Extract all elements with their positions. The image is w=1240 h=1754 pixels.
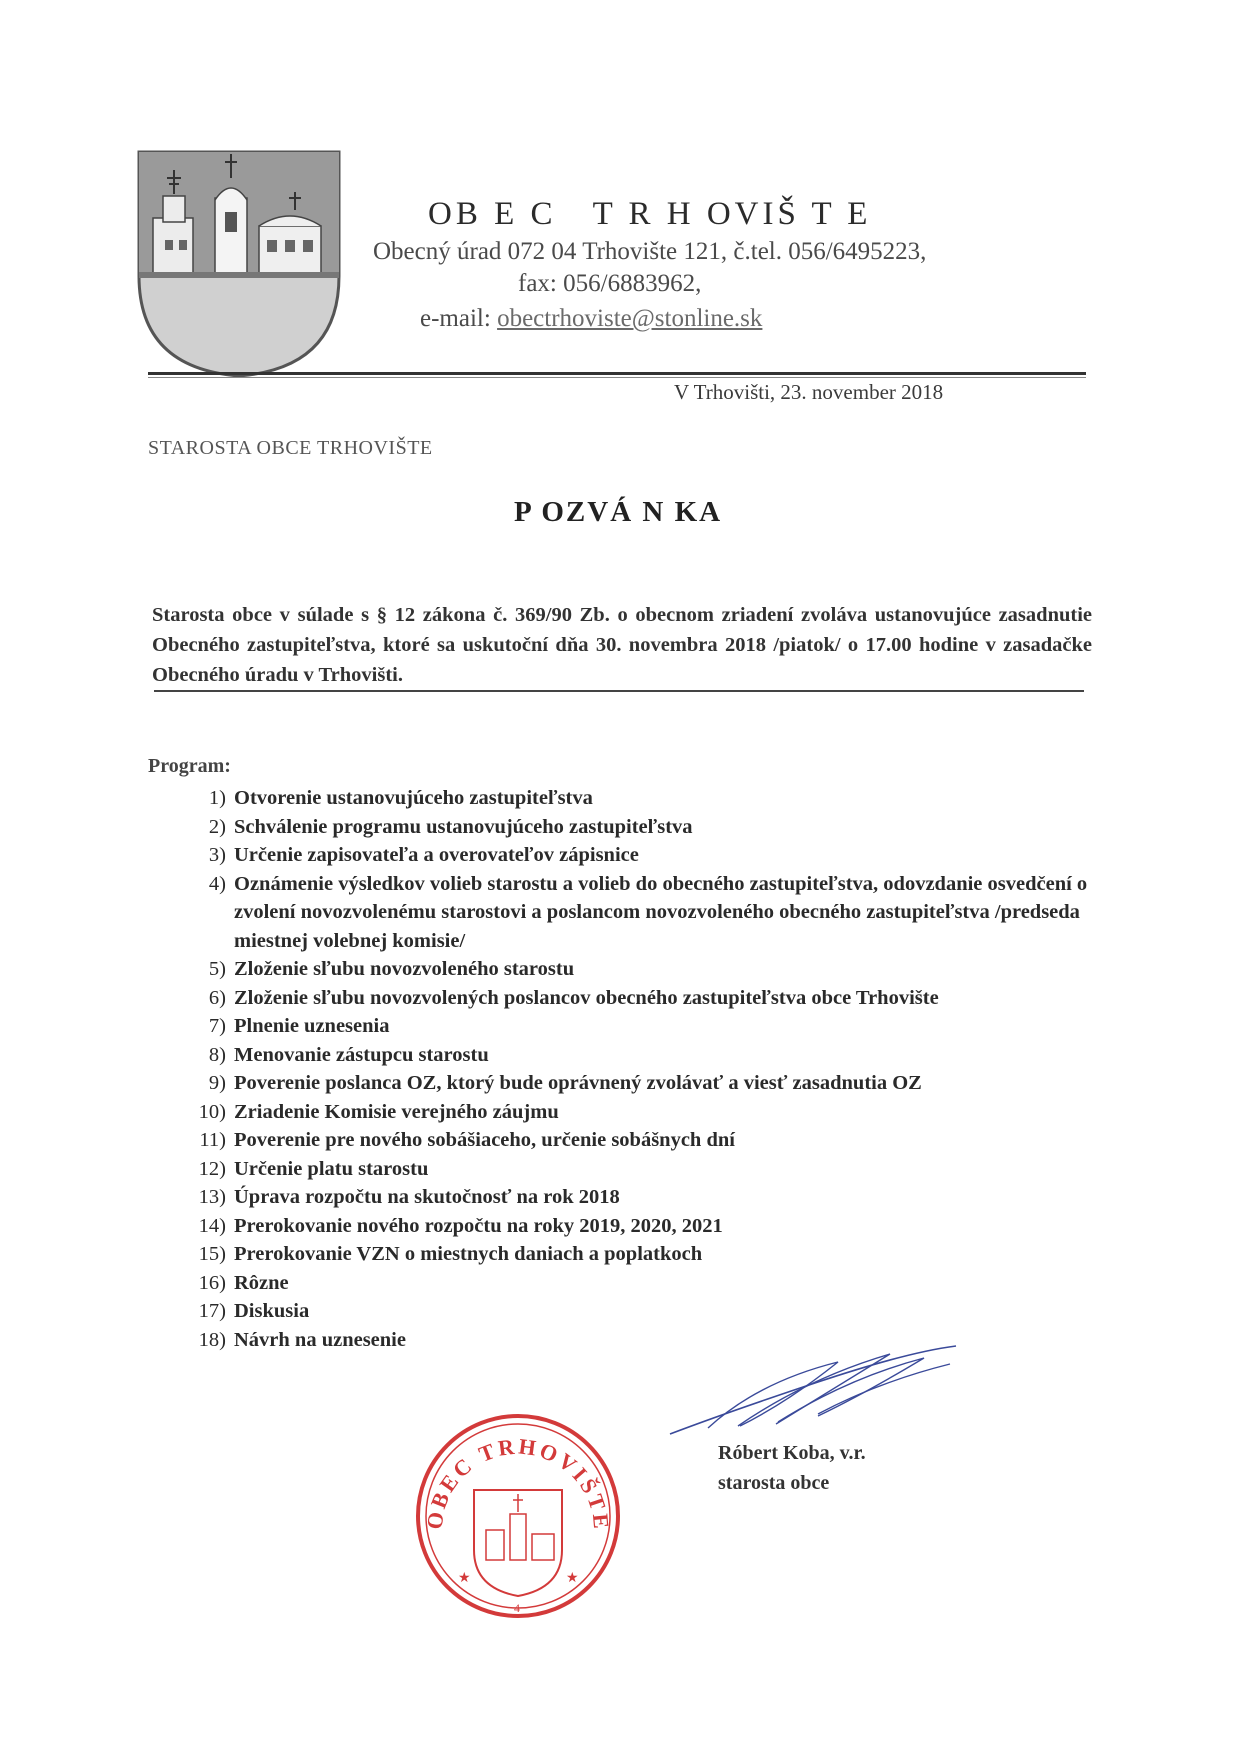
fax-number: fax: 056/6883962, — [518, 270, 702, 297]
program-item — [188, 1155, 1108, 1184]
program-item-text: Oznámenie výsledkov volieb starostu a volieb do obecného zastupiteľstva, odovzdanie osvedčení o zvolení novozvolenému starostovi a poslancom novozvoleného obecného zastupiteľstva /predseda miestnej volebnej komisie/ — [234, 872, 1088, 952]
program-item — [188, 1269, 1108, 1298]
program-item-number: 17) — [198, 1300, 226, 1322]
program-item-text: Prerokovanie VZN o miestnych daniach a poplatkoch — [234, 1243, 703, 1265]
program-item-text: Otvorenie ustanovujúceho zastupiteľstva — [234, 787, 593, 809]
program-item-number: 8) — [208, 1043, 226, 1066]
program-item — [188, 1012, 1108, 1041]
program-item-text: Určenie zapisovateľa a overovateľov zápisnice — [234, 844, 639, 866]
stamp-number: 4 — [514, 1601, 520, 1615]
program-item-number: 4) — [208, 872, 226, 895]
program-item-text: Prerokovanie nového rozpočtu na roky 2019, 2020, 2021 — [234, 1214, 723, 1237]
program-item-text: Diskusia — [234, 1300, 310, 1322]
program-item — [188, 1041, 1108, 1070]
document-title: P OZVÁ N KA — [514, 496, 723, 528]
program-item — [188, 955, 1108, 984]
program-item-text: Úprava rozpočtu na skutočnosť na rok 2018 — [234, 1186, 620, 1208]
document-date: V Trhovišti, 23. november 2018 — [674, 380, 944, 404]
program-item — [188, 1069, 1108, 1098]
program-item — [188, 1212, 1108, 1241]
coat-of-arms-icon — [135, 148, 343, 380]
program-item — [188, 984, 1108, 1013]
office-address: Obecný úrad 072 04 Trhovište 121, č.tel. 056/6495223, — [373, 238, 927, 265]
program-item-number: 14) — [198, 1214, 226, 1237]
program-item-number: 3) — [208, 844, 226, 866]
program-item — [188, 813, 1108, 842]
program-label: Program: — [148, 755, 231, 777]
program-item-number: 10) — [198, 1100, 226, 1123]
signature-icon — [668, 1342, 958, 1442]
signatory-name: Róbert Koba, v.r. — [718, 1442, 866, 1464]
sender-line: STAROSTA OBCE TRHOVIŠTE — [148, 437, 433, 459]
program-item-number: 15) — [198, 1243, 226, 1265]
email-line — [420, 305, 762, 333]
program-item — [188, 1326, 1108, 1355]
program-item — [188, 784, 1108, 813]
program-item-text: Rôzne — [234, 1271, 289, 1294]
program-item-number: 18) — [198, 1328, 226, 1351]
program-item — [188, 1240, 1108, 1269]
stamp-text: OBEC TRHOVIŠTE — [421, 1433, 615, 1533]
program-item-text: Menovanie zástupcu starostu — [234, 1043, 489, 1066]
program-item-number: 6) — [208, 986, 226, 1009]
svg-text:OBEC TRHOVIŠTE — [422, 1433, 615, 1532]
svg-text:★: ★ — [566, 1571, 579, 1586]
email-label: e-mail: — [420, 305, 498, 332]
program-item-text: Poverenie pre nového sobášiaceho, určenie sobášnych dní — [234, 1129, 735, 1151]
intro-paragraph: Starosta obce v súlade s § 12 zákona č. 369/90 Zb. o obecnom zriadení zvoláva ustanovujúce zasadnutie Obecného zastupiteľstva, ktoré sa uskutoční dňa 30. novembra 2018 /piatok/ o 17.00 hodine v zasadačke Obecného úradu v Trhovišti. — [152, 604, 1092, 686]
program-item-number: 11) — [199, 1129, 226, 1151]
program-item — [188, 1126, 1108, 1155]
program-item — [188, 870, 1108, 956]
program-item — [188, 1297, 1108, 1326]
program-item-text: Zriadenie Komisie verejného záujmu — [234, 1100, 559, 1123]
program-item-text: Poverenie poslanca OZ, ktorý bude oprávnený zvolávať a viesť zasadnutia OZ — [234, 1072, 922, 1094]
program-item — [188, 841, 1108, 870]
program-item-number: 12) — [198, 1157, 226, 1180]
municipality-title: OB E C T R H OVIŠ T E — [428, 196, 872, 232]
program-item-text: Určenie platu starostu — [234, 1157, 429, 1180]
intro-divider — [154, 690, 1084, 692]
program-item-number: 13) — [198, 1186, 226, 1208]
program-item-text: Zloženie sľubu novozvolených poslancov obecného zastupiteľstva obce Trhovište — [234, 986, 939, 1009]
program-item — [188, 1098, 1108, 1127]
program-item-number: 2) — [208, 815, 226, 838]
program-item-text: Zloženie sľubu novozvoleného starostu — [234, 958, 575, 980]
program-item-number: 16) — [198, 1271, 226, 1294]
svg-text:★: ★ — [458, 1571, 471, 1586]
program-item-text: Schválenie programu ustanovujúceho zastupiteľstva — [234, 815, 693, 838]
program-item-text: Návrh na uznesenie — [234, 1328, 406, 1351]
header-divider-thin — [148, 377, 1086, 378]
program-list — [188, 784, 1108, 1354]
email-link[interactable]: obectrhoviste@stonline.sk — [497, 305, 763, 332]
program-item-number: 1) — [208, 787, 226, 809]
header-divider — [148, 372, 1086, 375]
program-item-number: 7) — [208, 1015, 226, 1037]
program-item-text: Plnenie uznesenia — [234, 1015, 390, 1037]
program-item-number: 9) — [208, 1072, 226, 1094]
program-item-number: 5) — [208, 958, 226, 980]
signatory-role: starosta obce — [718, 1472, 830, 1494]
program-item — [188, 1183, 1108, 1212]
stamp-icon — [412, 1410, 624, 1622]
